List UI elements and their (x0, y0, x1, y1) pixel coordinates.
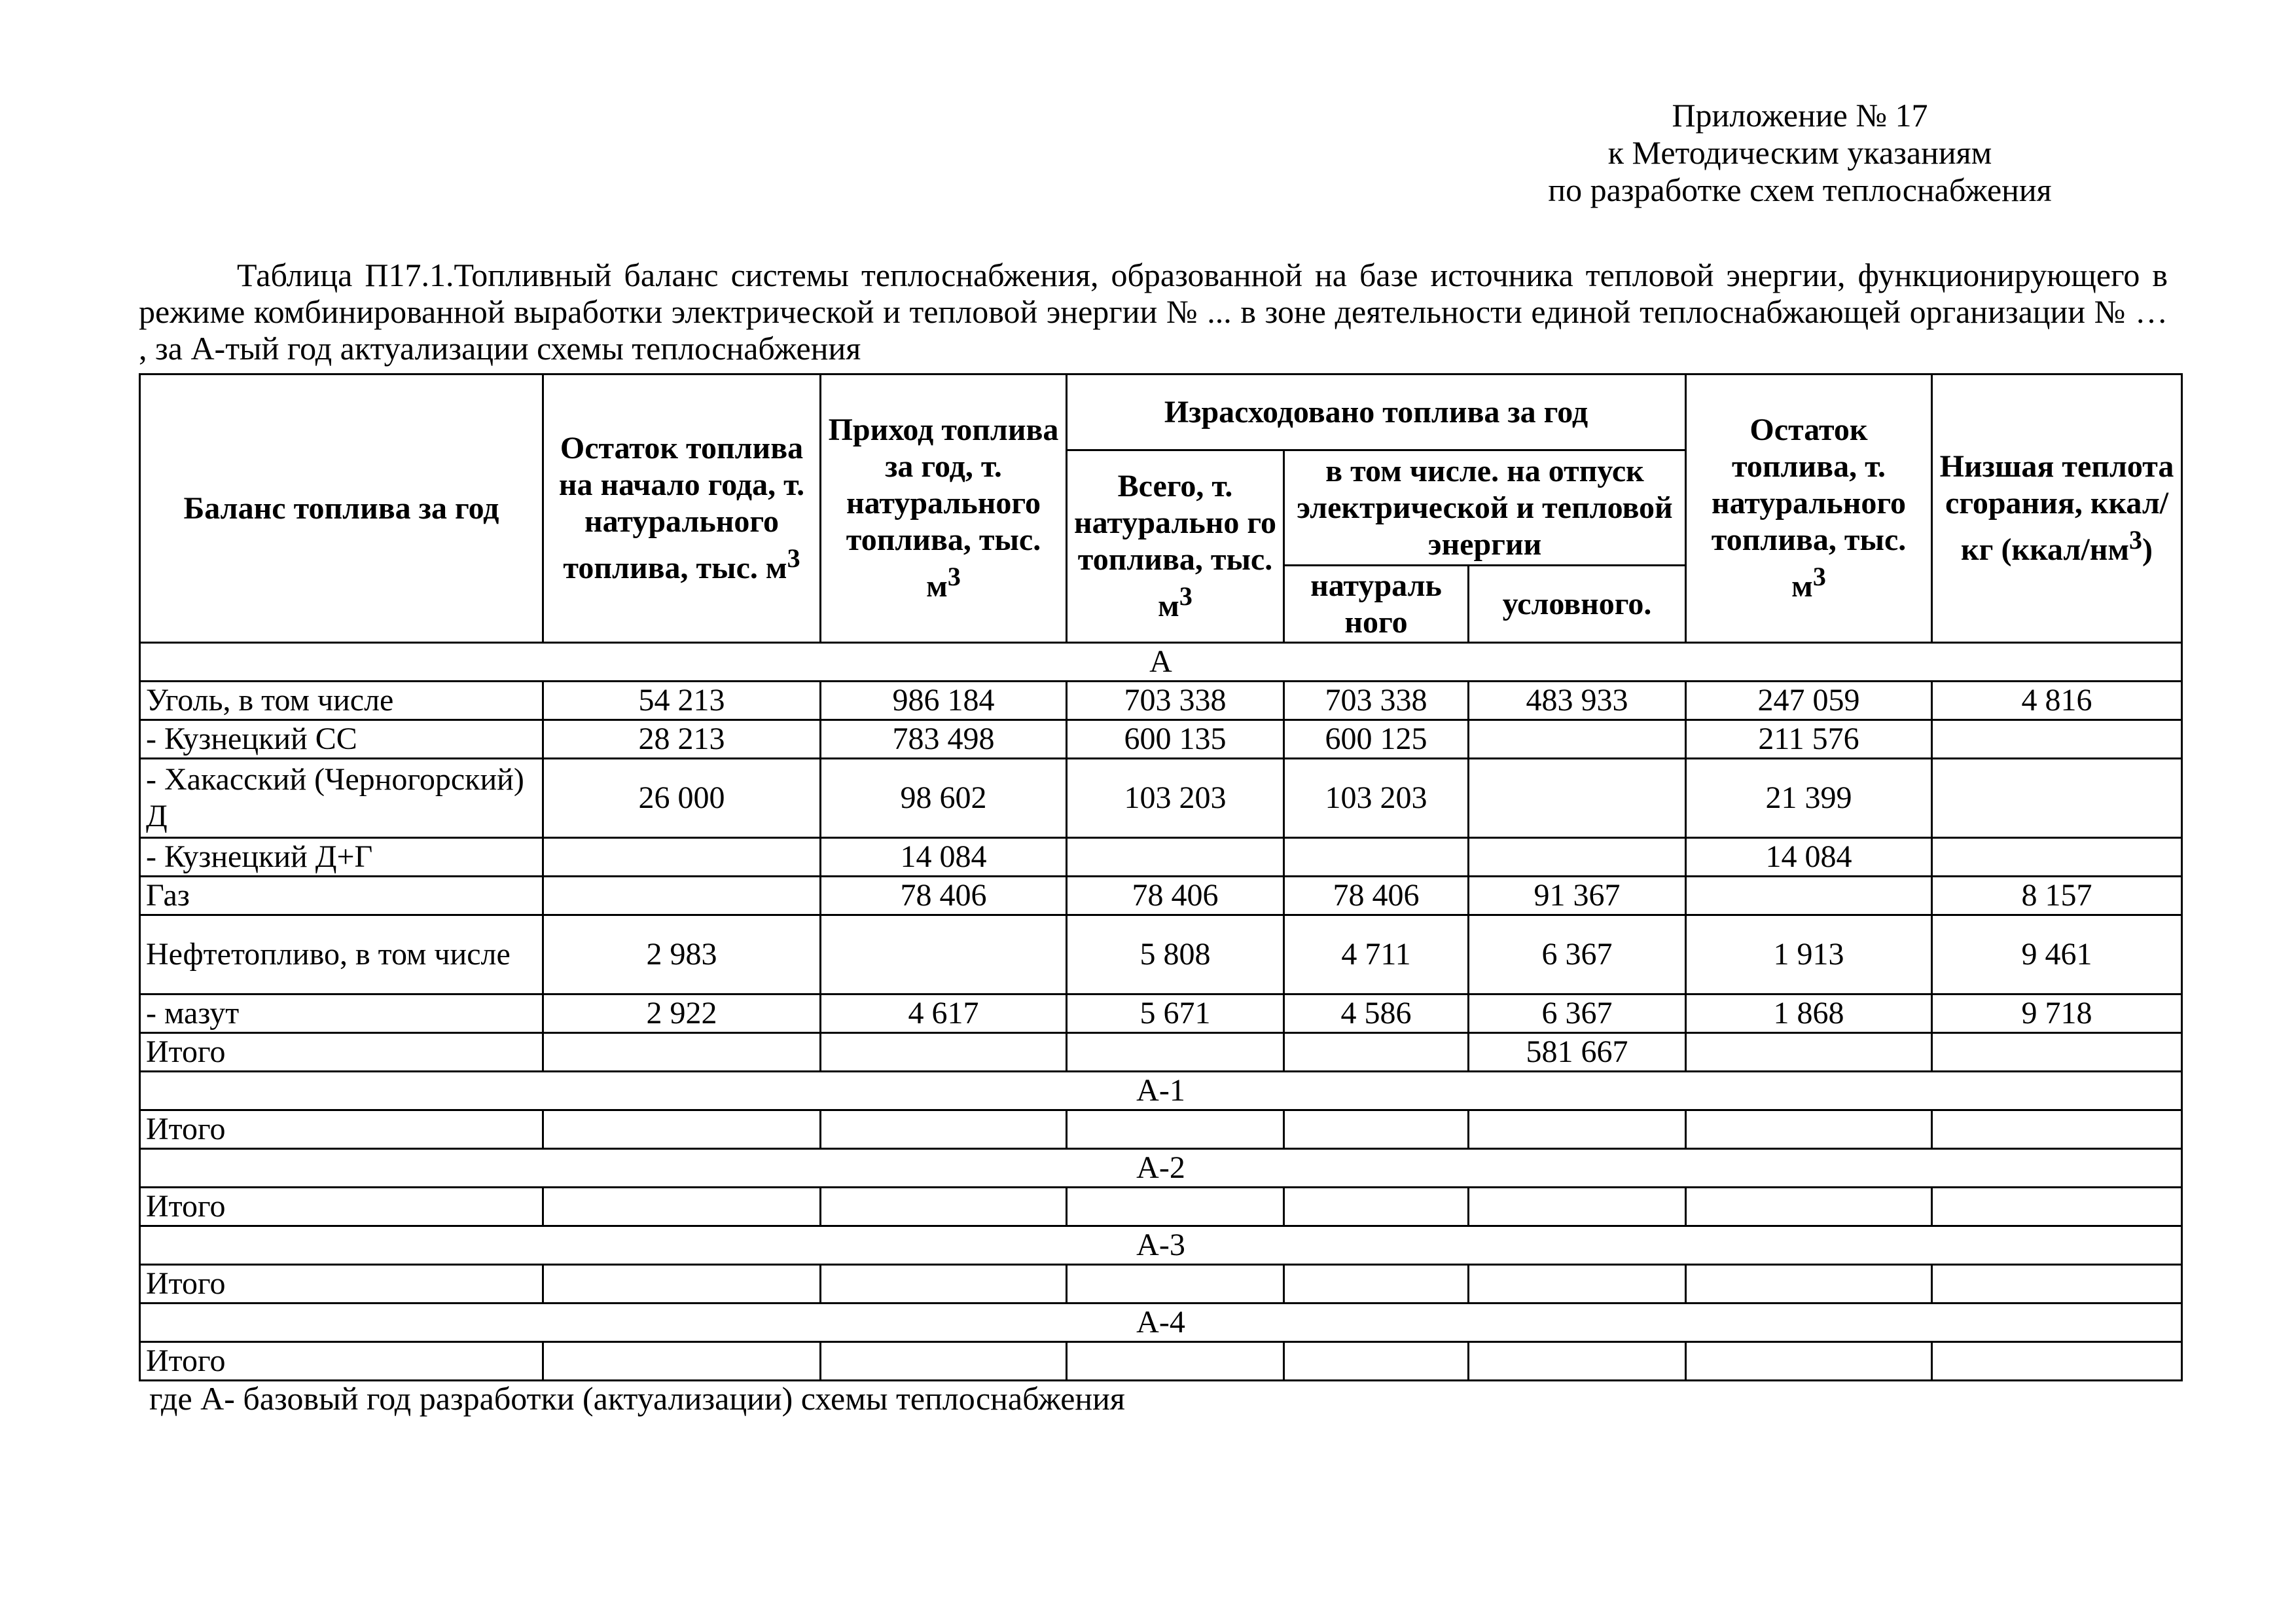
header-heat-value: Низшая теплота сгорания, ккал/кг $(ккал/нм^3)$ (1932, 374, 2182, 643)
cell-empty (543, 1188, 821, 1226)
header-start-stock: Остаток топлива на начало года, т. натурального топлива, тыс. $м^3$ (543, 374, 821, 643)
table-row (140, 1033, 2182, 1072)
cell-heat (1932, 759, 2182, 838)
cell-empty (1686, 1265, 1932, 1304)
cell-heat (1932, 1033, 2182, 1072)
table-row (140, 1265, 2182, 1304)
row-name: - Кузнецкий Д+Г (140, 838, 543, 877)
header-natural: натураль ного (1284, 566, 1469, 643)
row-name: Нефтетопливо, в том числе (140, 915, 543, 994)
cell-heat: 8 157 (1932, 877, 2182, 915)
section-label: А-2 (140, 1149, 2182, 1188)
table-row (140, 877, 2182, 915)
cell-income (821, 915, 1067, 994)
cell-end: 21 399 (1686, 759, 1932, 838)
cell-start: 28 213 (543, 720, 821, 759)
cell-empty (1932, 1110, 2182, 1149)
cell-empty (1469, 1188, 1686, 1226)
table-row (140, 759, 2182, 838)
cell-end: 1 868 (1686, 994, 1932, 1033)
cell-heat (1932, 720, 2182, 759)
cell-natural: 600 125 (1284, 720, 1469, 759)
header-end-stock: Остаток топлива, т. натурального топлива, тыс. $м^3$ (1686, 374, 1932, 643)
cell-income (821, 1033, 1067, 1072)
cell-end: 1 913 (1686, 915, 1932, 994)
table-row (140, 1110, 2182, 1149)
appendix-note (1505, 97, 2094, 209)
cell-heat (1932, 838, 2182, 877)
cell-total: 78 406 (1067, 877, 1284, 915)
cell-natural: 103 203 (1284, 759, 1469, 838)
cell-end: 247 059 (1686, 682, 1932, 720)
cell-empty (1932, 1188, 2182, 1226)
cell-empty (1686, 1342, 1932, 1381)
cell-empty (1284, 1188, 1469, 1226)
row-name: Газ (140, 877, 543, 915)
cell-empty (1469, 1110, 1686, 1149)
cell-empty (1686, 1188, 1932, 1226)
header-balance: Баланс топлива за год (140, 374, 543, 643)
fuel-balance-table (139, 373, 2183, 1381)
table-row (140, 915, 2182, 994)
table-row (140, 994, 2182, 1033)
table-row (140, 1342, 2182, 1381)
cell-empty (1067, 1342, 1284, 1381)
cell-conventional: 91 367 (1469, 877, 1686, 915)
row-name: Итого (140, 1265, 543, 1304)
cell-income: 986 184 (821, 682, 1067, 720)
cell-empty (1932, 1265, 2182, 1304)
cell-empty (1686, 1110, 1932, 1149)
cell-empty (543, 1265, 821, 1304)
cell-empty (1932, 1342, 2182, 1381)
cell-start: 2 983 (543, 915, 821, 994)
cell-natural: 4 586 (1284, 994, 1469, 1033)
cell-empty (1469, 1342, 1686, 1381)
table-row (140, 838, 2182, 877)
cell-empty (821, 1265, 1067, 1304)
appendix-reference: к Методическим указаниям (1607, 134, 1992, 171)
cell-conventional: 483 933 (1469, 682, 1686, 720)
header-income: Приход топлива за год, т. натурального топлива, тыс. $м^3$ (821, 374, 1067, 643)
row-name: Итого (140, 1342, 543, 1381)
cell-total: 5 671 (1067, 994, 1284, 1033)
cell-conventional (1469, 759, 1686, 838)
cell-start: 54 213 (543, 682, 821, 720)
cell-conventional (1469, 838, 1686, 877)
row-name: - Кузнецкий СС (140, 720, 543, 759)
cell-start (543, 838, 821, 877)
cell-start: 2 922 (543, 994, 821, 1033)
row-name: Итого (140, 1110, 543, 1149)
section-label: А-3 (140, 1226, 2182, 1265)
cell-end: 211 576 (1686, 720, 1932, 759)
footnote: где А- базовый год разработки (актуализации) схемы теплоснабжения (149, 1380, 1125, 1417)
cell-income: 78 406 (821, 877, 1067, 915)
row-name: Итого (140, 1188, 543, 1226)
cell-empty (1284, 1342, 1469, 1381)
section-label: А-4 (140, 1304, 2182, 1342)
cell-conventional: 6 367 (1469, 994, 1686, 1033)
cell-heat: 9 718 (1932, 994, 2182, 1033)
header-including-group: в том числе. на отпуск электрической и тепловой энергии (1284, 450, 1686, 566)
cell-empty (1469, 1265, 1686, 1304)
cell-income: 98 602 (821, 759, 1067, 838)
cell-empty (1067, 1188, 1284, 1226)
cell-income: 14 084 (821, 838, 1067, 877)
cell-natural: 78 406 (1284, 877, 1469, 915)
table-row (140, 720, 2182, 759)
cell-start (543, 877, 821, 915)
header-total-spent: Всего, т. натурально го топлива, тыс. $м^3$ (1067, 450, 1284, 643)
cell-start (543, 1033, 821, 1072)
cell-natural: 703 338 (1284, 682, 1469, 720)
cell-total: 703 338 (1067, 682, 1284, 720)
appendix-number: Приложение № 17 (1672, 97, 1928, 134)
cell-empty (821, 1110, 1067, 1149)
cell-heat: 9 461 (1932, 915, 2182, 994)
cell-total (1067, 1033, 1284, 1072)
table-row (140, 682, 2182, 720)
cell-natural: 4 711 (1284, 915, 1469, 994)
appendix-subject: по разработке схем теплоснабжения (1548, 172, 2052, 208)
row-name: - мазут (140, 994, 543, 1033)
cell-conventional: 6 367 (1469, 915, 1686, 994)
cell-empty (821, 1342, 1067, 1381)
cell-empty (543, 1342, 821, 1381)
cell-empty (1067, 1265, 1284, 1304)
cell-total: 5 808 (1067, 915, 1284, 994)
table-caption: Таблица П17.1.Топливный баланс системы теплоснабжения, образованной на базе источника тепловой энергии, функционирующего в режиме комбинированной выработки электрической и тепловой энергии № ... в зоне деятельности единой теплоснабжающей организации № … , за А-тый год актуализации схемы теплоснабжения (139, 257, 2168, 367)
row-name: - Хакасский (Черногорский) Д (140, 759, 543, 838)
cell-total (1067, 838, 1284, 877)
section-label: А (140, 643, 2182, 682)
header-conventional: условного. (1469, 566, 1686, 643)
table-row (140, 1188, 2182, 1226)
cell-total: 600 135 (1067, 720, 1284, 759)
row-name: Итого (140, 1033, 543, 1072)
cell-natural (1284, 838, 1469, 877)
cell-end (1686, 1033, 1932, 1072)
row-name: Уголь, в том числе (140, 682, 543, 720)
cell-start: 26 000 (543, 759, 821, 838)
cell-end: 14 084 (1686, 838, 1932, 877)
cell-income: 4 617 (821, 994, 1067, 1033)
cell-income: 783 498 (821, 720, 1067, 759)
cell-conventional: 581 667 (1469, 1033, 1686, 1072)
cell-conventional (1469, 720, 1686, 759)
cell-empty (543, 1110, 821, 1149)
cell-empty (1067, 1110, 1284, 1149)
cell-end (1686, 877, 1932, 915)
cell-heat: 4 816 (1932, 682, 2182, 720)
header-spent-group: Израсходовано топлива за год (1067, 374, 1686, 450)
section-label: А-1 (140, 1072, 2182, 1110)
cell-total: 103 203 (1067, 759, 1284, 838)
cell-empty (1284, 1110, 1469, 1149)
cell-natural (1284, 1033, 1469, 1072)
cell-empty (1284, 1265, 1469, 1304)
cell-empty (821, 1188, 1067, 1226)
